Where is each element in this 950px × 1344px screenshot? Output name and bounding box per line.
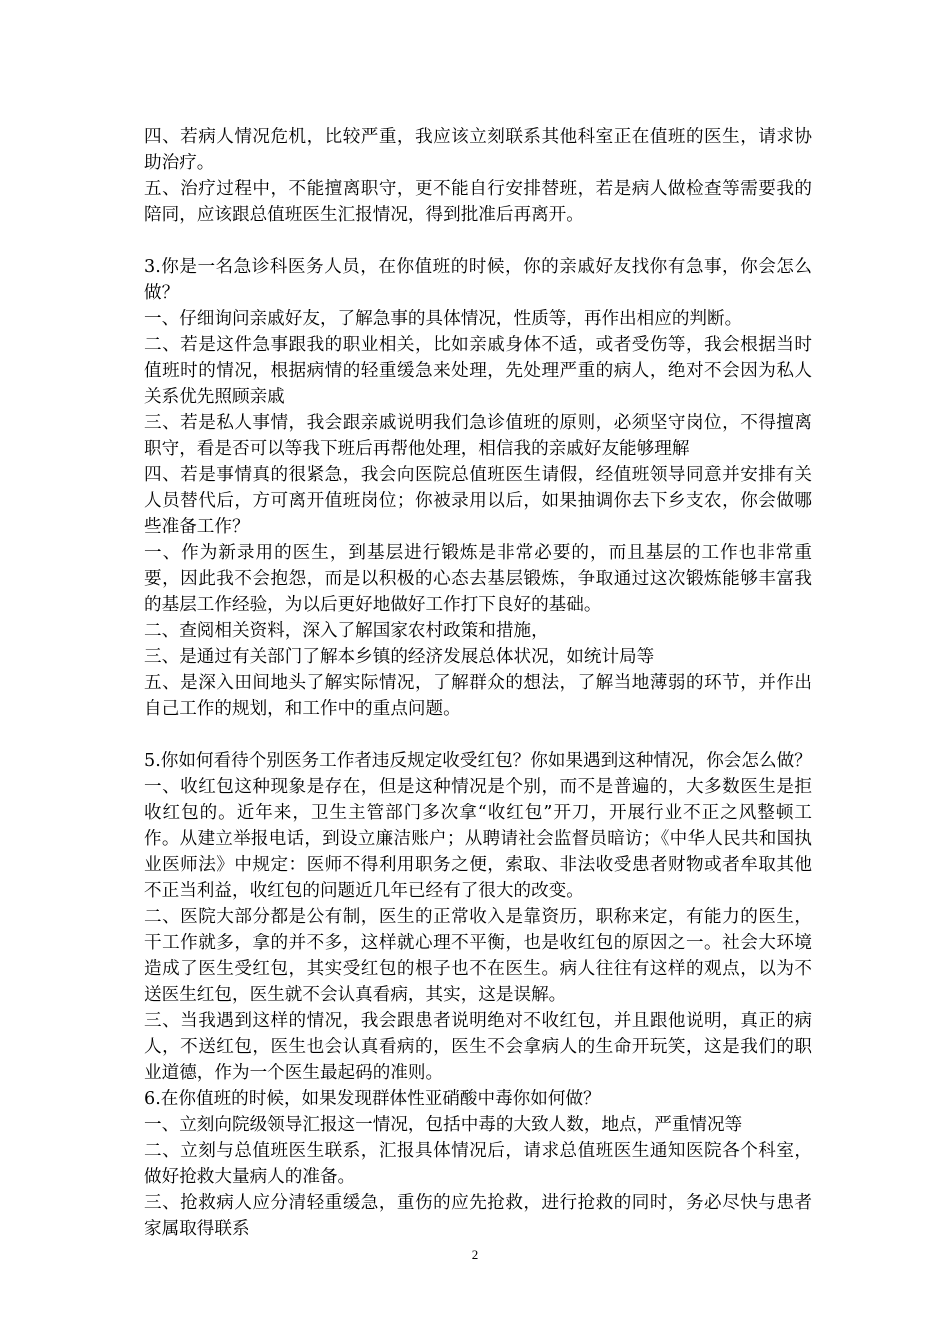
document-body xyxy=(144,124,812,1242)
paragraph: 三、当我遇到这样的情况，我会跟患者说明绝对不收红包，并且跟他说明，真正的病人，不送红包，医生也会认真看病的，医生不会拿病人的生命开玩笑，这是我们的职业道德，作为一个医生最起码的准则。 xyxy=(144,1011,812,1083)
paragraph: 一、收红包这种现象是存在，但是这种情况是个别，而不是普遍的，大多数医生是拒收红包的。近年来，卫生主管部门多次拿“收红包”开刀，开展行业不正之风整顿工作。从建立举报电话，到设立廉洁账户；从聘请社会监督员暗访；《中华人民共和国执业医师法》中规定：医师不得利用职务之便，索取、非法收受患者财物或者牟取其他不正当利益，收红包的问题近几年已经有了很大的改变。 xyxy=(144,777,812,901)
question-heading: 5.你如何看待个别医务工作者违反规定收受红包？你如果遇到这种情况，你会怎么做？ xyxy=(144,751,812,771)
paragraph-gap xyxy=(144,722,812,748)
paragraph: 二、医院大部分都是公有制，医生的正常收入是靠资历，职称来定，有能力的医生，干工作就多，拿的并不多，这样就心理不平衡，也是收红包的原因之一。社会大环境造成了医生受红包，其实受红包的根子也不在医生。病人往往有这样的观点，以为不送医生红包，医生就不会认真看病，其实，这是误解。 xyxy=(144,907,812,1005)
paragraph: 一、作为新录用的医生，到基层进行锻炼是非常必要的，而且基层的工作也非常重要，因此我不会抱怨，而是以积极的心态去基层锻炼，争取通过这次锻炼能够丰富我的基层工作经验，为以后更好地做好工作打下良好的基础。 xyxy=(144,543,812,615)
paragraph: 二、立刻与总值班医生联系，汇报具体情况后，请求总值班医生通知医院各个科室，做好抢救大量病人的准备。 xyxy=(144,1141,812,1187)
paragraph: 三、若是私人事情，我会跟亲戚说明我们急诊值班的原则，必须坚守岗位，不得擅离职守，看是否可以等我下班后再帮他处理，相信我的亲戚好友能够理解 xyxy=(144,413,812,459)
page-number: 2 xyxy=(471,1247,479,1262)
paragraph: 五、治疗过程中，不能擅离职守，更不能自行安排替班，若是病人做检查等需要我的陪同，应该跟总值班医生汇报情况，得到批准后再离开。 xyxy=(144,179,812,225)
paragraph: 五、是深入田间地头了解实际情况，了解群众的想法，了解当地薄弱的环节，并作出自己工作的规划，和工作中的重点问题。 xyxy=(144,673,812,719)
paragraph-gap xyxy=(144,228,812,254)
paragraph: 三、抢救病人应分清轻重缓急，重伤的应先抢救，进行抢救的同时，务必尽快与患者家属取得联系 xyxy=(144,1193,812,1239)
paragraph: 四、若病人情况危机，比较严重，我应该立刻联系其他科室正在值班的医生，请求协助治疗。 xyxy=(144,127,812,173)
paragraph: 四、若是事情真的很紧急，我会向医院总值班医生请假，经值班领导同意并安排有关人员替代后，方可离开值班岗位；你被录用以后，如果抽调你去下乡支农，你会做哪些准备工作？ xyxy=(144,465,812,537)
paragraph: 二、若是这件急事跟我的职业相关，比如亲戚身体不适，或者受伤等，我会根据当时值班时的情况，根据病情的轻重缓急来处理，先处理严重的病人，绝对不会因为私人关系优先照顾亲戚 xyxy=(144,335,812,407)
question-heading: 3.你是一名急诊科医务人员，在你值班的时候，你的亲戚好友找你有急事，你会怎么做？ xyxy=(144,257,812,303)
paragraph: 一、仔细询问亲戚好友，了解急事的具体情况，性质等，再作出相应的判断。 xyxy=(144,309,743,329)
paragraph: 一、立刻向院级领导汇报这一情况，包括中毒的大致人数，地点，严重情况等 xyxy=(144,1115,743,1135)
paragraph: 二、查阅相关资料，深入了解国家农村政策和措施， xyxy=(144,621,549,641)
paragraph: 三、是通过有关部门了解本乡镇的经济发展总体状况，如统计局等 xyxy=(144,647,655,667)
question-heading: 6.在你值班的时候，如果发现群体性亚硝酸中毒你如何做？ xyxy=(144,1089,601,1109)
